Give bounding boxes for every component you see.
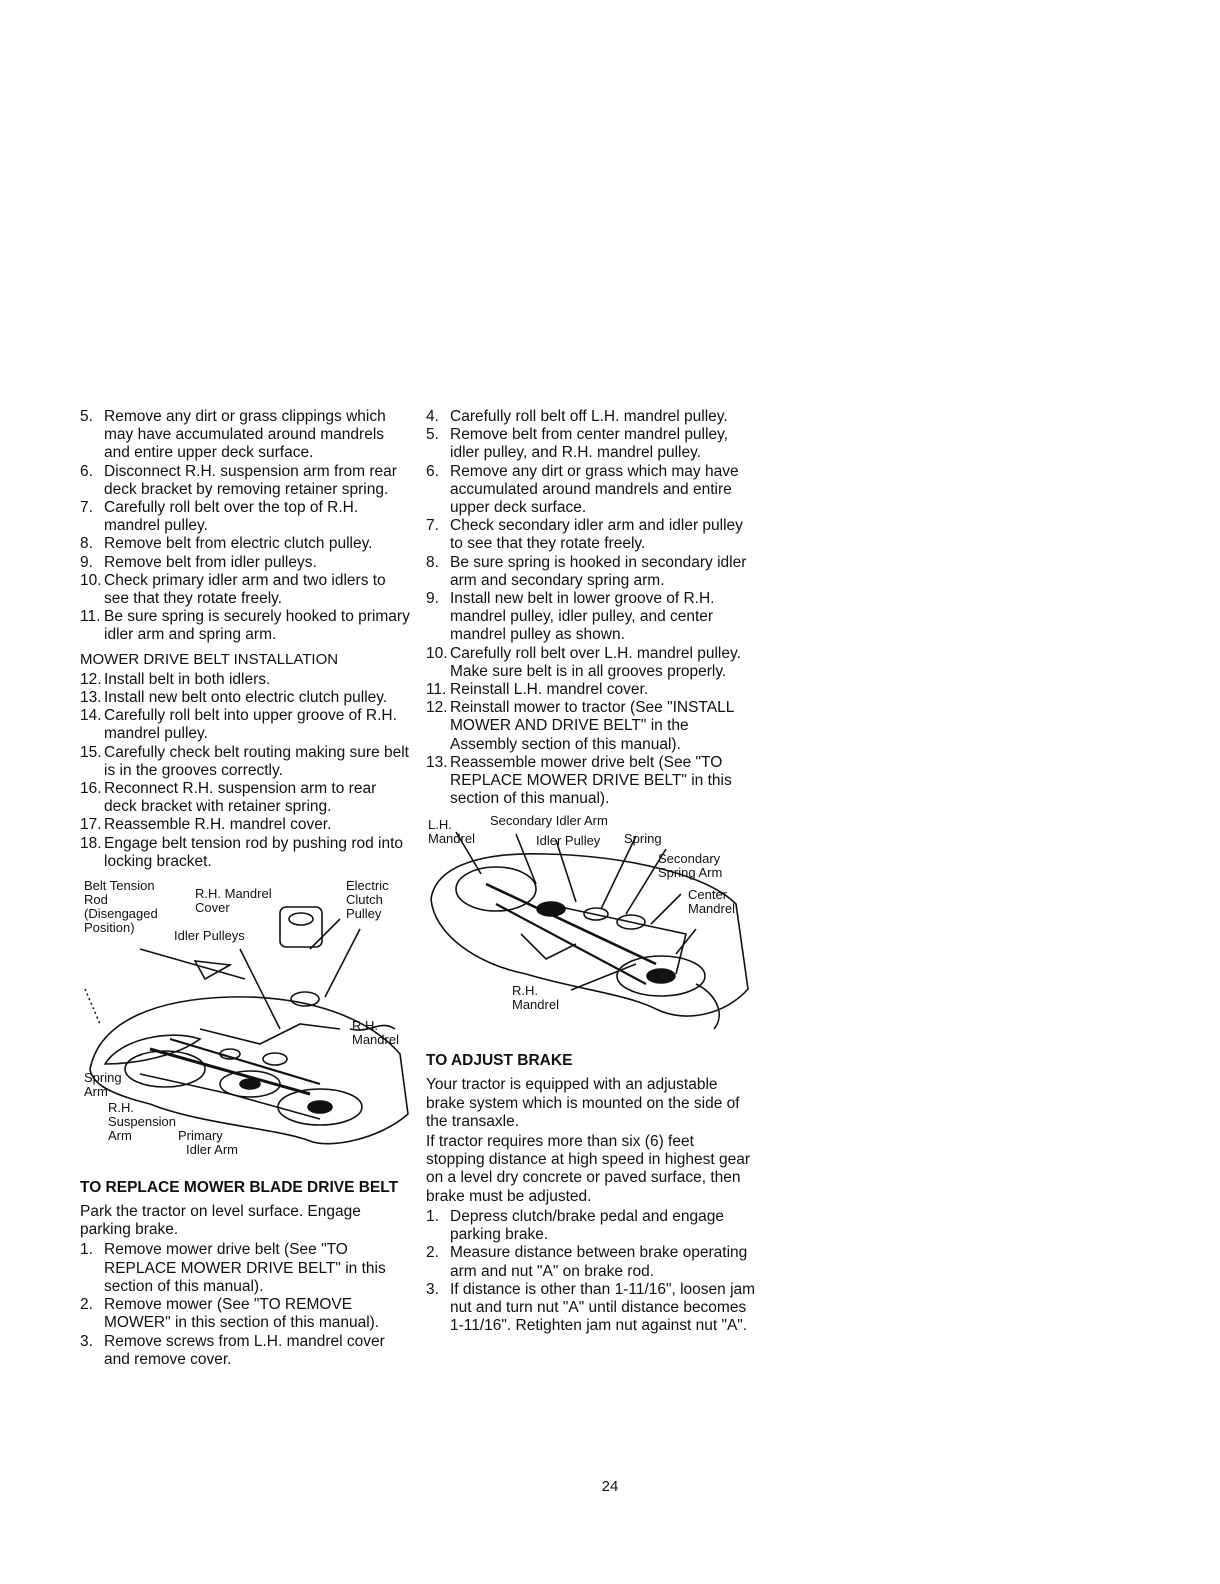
list-item — [80, 1296, 410, 1332]
list-item — [80, 608, 410, 644]
list-item — [80, 780, 410, 816]
list-item-text: If distance is other than 1-11/16", loosen jam nut and turn nut "A" until distance becomes 1-11/16". Retighten jam nut against nut "A". — [450, 1280, 756, 1335]
rh-mandrel-cover-label: R.H. Mandrel Cover — [195, 886, 272, 916]
secondary-spring-arm-label: Secondary Spring Arm — [658, 851, 723, 881]
list-item — [426, 699, 756, 754]
replace-blade-belt-heading: TO REPLACE MOWER BLADE DRIVE BELT — [80, 1179, 399, 1197]
spring-label: Spring — [624, 831, 662, 847]
list-item — [80, 408, 410, 463]
blade-belt-steps-list — [80, 1241, 410, 1368]
list-item — [426, 590, 756, 645]
list-item-number: 3. — [426, 1280, 439, 1298]
list-item — [80, 744, 410, 780]
list-item-number: 16. — [80, 780, 102, 798]
list-item-number: 8. — [80, 535, 93, 553]
lh-mandrel-label: L.H. Mandrel — [428, 817, 475, 847]
list-item-number: 1. — [80, 1241, 93, 1259]
list-item — [426, 1208, 756, 1244]
list-item-text: Carefully roll belt over the top of R.H. mandrel pulley. — [104, 499, 359, 535]
list-item — [80, 689, 410, 707]
list-item-text: Reinstall mower to tractor (See "INSTALL MOWER AND DRIVE BELT" in the Assembly section of this manual). — [450, 699, 734, 753]
list-item-text: Be sure spring is securely hooked to primary idler arm and spring arm. — [104, 608, 410, 644]
list-item-text: Reconnect R.H. suspension arm to rear deck bracket with retainer spring. — [104, 780, 377, 816]
list-item — [426, 1244, 756, 1280]
list-item-text: Remove screws from L.H. mandrel cover and remove cover. — [104, 1332, 385, 1368]
rh-mandrel-label: R.H. Mandrel — [352, 1018, 399, 1048]
list-item — [80, 499, 410, 535]
list-item-number: 7. — [80, 499, 93, 517]
list-item — [426, 681, 756, 699]
list-item-number: 13. — [426, 753, 448, 771]
list-item-number: 10. — [426, 644, 448, 662]
adjust-brake-para-2: If tractor requires more than six (6) feet stopping distance at high speed in highest gear on a level dry concrete or paved surface, then brake must be adjusted. — [426, 1133, 751, 1205]
list-item-number: 17. — [80, 816, 102, 834]
rh-suspension-arm-label: R.H. Suspension Arm — [108, 1100, 176, 1144]
adjust-brake-steps-list — [426, 1208, 756, 1335]
list-item-number: 7. — [426, 517, 439, 535]
list-item — [426, 463, 756, 518]
list-item-text: Install belt in both idlers. — [104, 670, 271, 688]
list-item-number: 18. — [80, 834, 102, 852]
left-column — [80, 408, 410, 1369]
list-item-number: 8. — [426, 553, 439, 571]
idler-pulley-label: Idler Pulley — [536, 833, 601, 849]
installation-subheading: MOWER DRIVE BELT INSTALLATION — [80, 650, 339, 668]
belt-tension-rod-label: Belt Tension Rod (Disengaged Position) — [84, 878, 158, 936]
list-item-text: Carefully roll belt into upper groove of R.H. mandrel pulley. — [104, 707, 397, 743]
mower-drive-belt-figure — [80, 879, 410, 1169]
list-item — [426, 554, 756, 590]
list-item — [426, 517, 756, 553]
list-item-number: 2. — [426, 1244, 439, 1262]
blade-drive-belt-figure — [426, 814, 756, 1042]
list-item-number: 9. — [426, 590, 439, 608]
list-item — [426, 754, 756, 809]
spring-arm-label: Spring Arm — [84, 1070, 122, 1100]
list-item-text: Remove any dirt or grass which may have accumulated around mandrels and entire upper deck surface. — [450, 462, 739, 517]
list-item — [80, 835, 410, 871]
list-item-number: 15. — [80, 743, 102, 761]
list-item-number: 2. — [80, 1296, 93, 1314]
list-item-text: Carefully roll belt off L.H. mandrel pulley. — [450, 408, 728, 425]
list-item-number: 13. — [80, 689, 102, 707]
list-item-number: 3. — [80, 1332, 93, 1350]
list-item-number: 6. — [80, 462, 93, 480]
list-item — [80, 535, 410, 553]
list-item-number: 10. — [80, 571, 102, 589]
replace-blade-belt-intro: Park the tractor on level surface. Engage parking brake. — [80, 1203, 361, 1239]
list-item-text: Check primary idler arm and two idlers to see that they rotate freely. — [104, 571, 386, 608]
adjust-brake-para-1: Your tractor is equipped with an adjustable brake system which is mounted on the side of the transaxle. — [426, 1076, 740, 1130]
list-item — [80, 671, 410, 689]
list-item-text: Check secondary idler arm and idler pulley to see that they rotate freely. — [450, 517, 743, 553]
list-item-text: Measure distance between brake operating arm and nut "A" on brake rod. — [450, 1244, 748, 1280]
right-column — [426, 408, 756, 1335]
list-item-text: Disconnect R.H. suspension arm from rear deck bracket by removing retainer spring. — [104, 462, 397, 498]
primary-idler-arm-label: Primary Idler Arm — [178, 1128, 239, 1158]
list-item-text: Remove belt from electric clutch pulley. — [104, 535, 373, 553]
electric-clutch-pulley-label: Electric Clutch Pulley — [346, 878, 389, 922]
rh-mandrel-label-right: R.H. Mandrel — [512, 983, 559, 1013]
list-item-number: 1. — [426, 1207, 439, 1225]
list-item-text: Reinstall L.H. mandrel cover. — [450, 681, 649, 699]
blade-belt-steps-continued — [426, 408, 756, 808]
list-item — [426, 426, 756, 462]
list-item-text: Remove mower (See "TO REMOVE MOWER" in this section of this manual). — [104, 1296, 380, 1332]
list-item-text: Be sure spring is hooked in secondary idler arm and secondary spring arm. — [450, 553, 747, 589]
list-item-number: 11. — [426, 681, 447, 699]
list-item — [426, 1281, 756, 1336]
installation-steps-list — [80, 671, 410, 871]
list-item-number: 9. — [80, 553, 93, 571]
list-item — [426, 408, 756, 426]
list-item — [80, 554, 410, 572]
list-item-number: 12. — [80, 670, 102, 688]
list-item-number: 5. — [80, 408, 93, 425]
list-item — [80, 463, 410, 499]
list-item-number: 4. — [426, 408, 439, 425]
list-item-text: Reassemble R.H. mandrel cover. — [104, 816, 332, 834]
list-item — [80, 707, 410, 743]
list-item-number: 5. — [426, 426, 439, 444]
list-item-number: 6. — [426, 462, 439, 480]
list-item-number: 14. — [80, 707, 102, 725]
list-item-number: 12. — [426, 699, 448, 717]
center-mandrel-label: Center Mandrel — [688, 887, 735, 917]
secondary-idler-arm-label: Secondary Idler Arm — [490, 813, 608, 829]
list-item-number: 11. — [80, 608, 101, 626]
list-item-text: Depress clutch/brake pedal and engage parking brake. — [450, 1207, 725, 1244]
list-item-text: Install new belt onto electric clutch pulley. — [104, 689, 388, 707]
idler-pulleys-label: Idler Pulleys — [174, 928, 245, 944]
list-item — [80, 1241, 410, 1296]
list-item-text: Carefully check belt routing making sure belt is in the grooves correctly. — [104, 743, 409, 779]
page-number: 24 — [601, 1478, 619, 1495]
list-item-text: Remove belt from idler pulleys. — [104, 553, 317, 571]
list-item-text: Remove any dirt or grass clippings which may have accumulated around mandrels and entire upper deck surface. — [104, 408, 386, 462]
list-item-text: Engage belt tension rod by pushing rod into locking bracket. — [104, 834, 404, 870]
list-item-text: Carefully roll belt over L.H. mandrel pulley. Make sure belt is in all grooves properly. — [450, 644, 741, 680]
list-item — [80, 1333, 410, 1369]
list-item-text: Remove belt from center mandrel pulley, idler pulley, and R.H. mandrel pulley. — [450, 426, 728, 462]
list-item-text: Reassemble mower drive belt (See "TO REPLACE MOWER DRIVE BELT" in this section of this manual). — [450, 753, 732, 808]
blade-deck-drawing — [426, 814, 756, 1042]
list-item — [80, 816, 410, 834]
adjust-brake-heading: TO ADJUST BRAKE — [426, 1052, 573, 1070]
removal-steps-list — [80, 408, 410, 645]
list-item — [426, 645, 756, 681]
list-item-text: Remove mower drive belt (See "TO REPLACE MOWER DRIVE BELT" in this section of this manual). — [104, 1241, 386, 1295]
list-item-text: Install new belt in lower groove of R.H. mandrel pulley, idler pulley, and center mandrel pulley as shown. — [450, 590, 715, 644]
list-item — [80, 572, 410, 608]
